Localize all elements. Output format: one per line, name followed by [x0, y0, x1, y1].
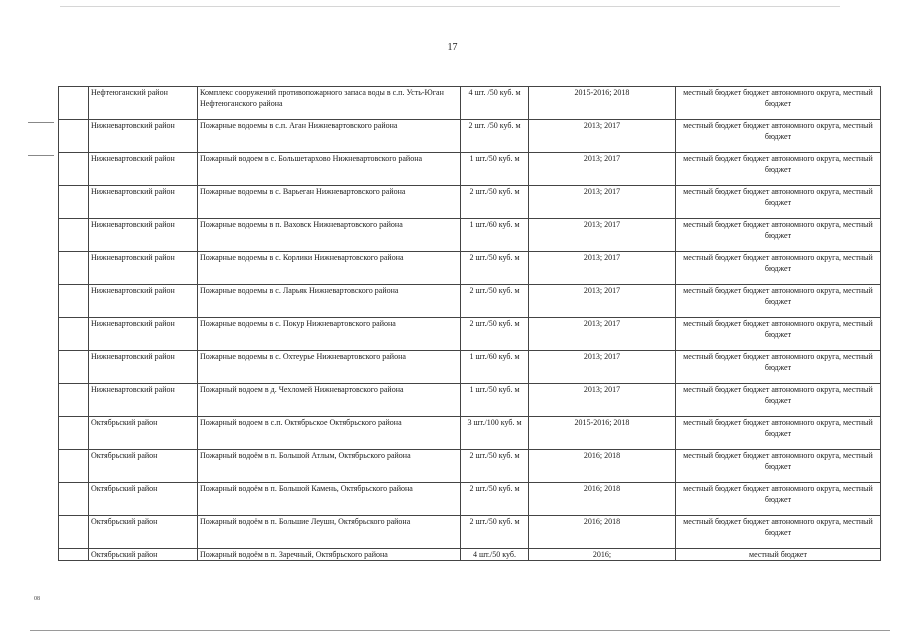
period-cell: 2013; 2017: [529, 318, 676, 351]
object-cell: Пожарный водоём в п. Большие Леушн, Октябрьского района: [198, 516, 461, 549]
funding-cell: местный бюджет бюджет автономного округа, местный бюджет: [676, 219, 881, 252]
quantity-cell: 4 шт./50 куб.: [461, 549, 529, 561]
index-cell: [59, 483, 89, 516]
funding-cell: местный бюджет бюджет автономного округа, местный бюджет: [676, 483, 881, 516]
funding-cell: местный бюджет бюджет автономного округа, местный бюджет: [676, 318, 881, 351]
quantity-cell: 2 шт./50 куб. м: [461, 285, 529, 318]
table-row: [59, 186, 881, 219]
funding-cell: местный бюджет бюджет автономного округа, местный бюджет: [676, 120, 881, 153]
quantity-cell: 2 шт./50 куб. м: [461, 186, 529, 219]
period-cell: 2013; 2017: [529, 351, 676, 384]
table-row: [59, 252, 881, 285]
period-cell: 2016; 2018: [529, 516, 676, 549]
funding-cell: местный бюджет бюджет автономного округа, местный бюджет: [676, 252, 881, 285]
quantity-cell: 1 шт./50 куб. м: [461, 153, 529, 186]
period-cell: 2013; 2017: [529, 186, 676, 219]
table-row: [59, 516, 881, 549]
period-cell: 2013; 2017: [529, 153, 676, 186]
district-cell: Нижневартовский район: [89, 120, 198, 153]
district-cell: Октябрьский район: [89, 450, 198, 483]
quantity-cell: 4 шт. /50 куб. м: [461, 87, 529, 120]
quantity-cell: 1 шт./60 куб. м: [461, 351, 529, 384]
table-row: [59, 318, 881, 351]
fire-reservoirs-table: [58, 86, 881, 561]
period-cell: 2015-2016; 2018: [529, 417, 676, 450]
object-cell: Пожарные водоемы в с. Варьеган Нижневартовского района: [198, 186, 461, 219]
index-cell: [59, 285, 89, 318]
margin-dash: [28, 122, 54, 123]
object-cell: Пожарный водоём в п. Большой Атлым, Октябрьского района: [198, 450, 461, 483]
table-body: [59, 87, 881, 561]
object-cell: Пожарные водоемы в с.п. Аган Нижневартовского района: [198, 120, 461, 153]
table-row: [59, 450, 881, 483]
quantity-cell: 2 шт./50 куб. м: [461, 252, 529, 285]
scan-bottom-line: [30, 630, 890, 631]
funding-cell: местный бюджет бюджет автономного округа, местный бюджет: [676, 153, 881, 186]
table-row: [59, 219, 881, 252]
margin-dash: [28, 155, 54, 156]
object-cell: Пожарный водоем в с. Большетархово Нижневартовского района: [198, 153, 461, 186]
footer-mark: 08: [34, 596, 40, 602]
district-cell: Нижневартовский район: [89, 153, 198, 186]
object-cell: Пожарные водоемы в с. Ларьяк Нижневартовского района: [198, 285, 461, 318]
funding-cell: местный бюджет бюджет автономного округа, местный бюджет: [676, 417, 881, 450]
index-cell: [59, 417, 89, 450]
district-cell: Нижневартовский район: [89, 219, 198, 252]
period-cell: 2016; 2018: [529, 483, 676, 516]
quantity-cell: 1 шт./60 куб. м: [461, 219, 529, 252]
quantity-cell: 2 шт./50 куб. м: [461, 483, 529, 516]
table-row: [59, 87, 881, 120]
district-cell: Октябрьский район: [89, 483, 198, 516]
object-cell: Пожарный водоём в п. Заречный, Октябрьского района: [198, 549, 461, 561]
district-cell: Нижневартовский район: [89, 285, 198, 318]
period-cell: 2015-2016; 2018: [529, 87, 676, 120]
period-cell: 2013; 2017: [529, 285, 676, 318]
district-cell: Октябрьский район: [89, 516, 198, 549]
scan-top-line: [60, 6, 840, 7]
object-cell: Пожарный водоем в с.п. Октябрьское Октябрьского района: [198, 417, 461, 450]
index-cell: [59, 450, 89, 483]
table-row: [59, 549, 881, 561]
table-row: [59, 285, 881, 318]
object-cell: Пожарные водоемы в с. Охтеурье Нижневартовского района: [198, 351, 461, 384]
index-cell: [59, 318, 89, 351]
index-cell: [59, 87, 89, 120]
object-cell: Пожарный водоём в п. Большой Камень, Октябрьского района: [198, 483, 461, 516]
object-cell: Пожарные водоемы в п. Ваховск Нижневартовского района: [198, 219, 461, 252]
index-cell: [59, 120, 89, 153]
index-cell: [59, 219, 89, 252]
table-row: [59, 384, 881, 417]
object-cell: Пожарные водоемы в с. Покур Нижневартовского района: [198, 318, 461, 351]
table-row: [59, 417, 881, 450]
quantity-cell: 1 шт./50 куб. м: [461, 384, 529, 417]
funding-cell: местный бюджет бюджет автономного округа, местный бюджет: [676, 351, 881, 384]
index-cell: [59, 186, 89, 219]
index-cell: [59, 252, 89, 285]
index-cell: [59, 516, 89, 549]
district-cell: Октябрьский район: [89, 549, 198, 561]
index-cell: [59, 351, 89, 384]
index-cell: [59, 384, 89, 417]
quantity-cell: 2 шт. /50 куб. м: [461, 120, 529, 153]
object-cell: Пожарный водоем в д. Чехломей Нижневартовского района: [198, 384, 461, 417]
district-cell: Нижневартовский район: [89, 186, 198, 219]
funding-cell: местный бюджет бюджет автономного округа, местный бюджет: [676, 87, 881, 120]
district-cell: Нефтеюганский район: [89, 87, 198, 120]
index-cell: [59, 549, 89, 561]
table-row: [59, 351, 881, 384]
district-cell: Октябрьский район: [89, 417, 198, 450]
funding-cell: местный бюджет: [676, 549, 881, 561]
index-cell: [59, 153, 89, 186]
funding-cell: местный бюджет бюджет автономного округа, местный бюджет: [676, 384, 881, 417]
period-cell: 2016;: [529, 549, 676, 561]
funding-cell: местный бюджет бюджет автономного округа, местный бюджет: [676, 450, 881, 483]
quantity-cell: 3 шт./100 куб. м: [461, 417, 529, 450]
district-cell: Нижневартовский район: [89, 252, 198, 285]
district-cell: Нижневартовский район: [89, 318, 198, 351]
district-cell: Нижневартовский район: [89, 384, 198, 417]
funding-cell: местный бюджет бюджет автономного округа, местный бюджет: [676, 186, 881, 219]
table-row: [59, 483, 881, 516]
page-number: 17: [447, 42, 458, 53]
table-row: [59, 120, 881, 153]
funding-cell: местный бюджет бюджет автономного округа, местный бюджет: [676, 516, 881, 549]
period-cell: 2013; 2017: [529, 120, 676, 153]
table-row: [59, 153, 881, 186]
period-cell: 2013; 2017: [529, 384, 676, 417]
period-cell: 2013; 2017: [529, 252, 676, 285]
quantity-cell: 2 шт./50 куб. м: [461, 318, 529, 351]
period-cell: 2016; 2018: [529, 450, 676, 483]
district-cell: Нижневартовский район: [89, 351, 198, 384]
period-cell: 2013; 2017: [529, 219, 676, 252]
object-cell: Пожарные водоемы в с. Корлики Нижневартовского района: [198, 252, 461, 285]
quantity-cell: 2 шт./50 куб. м: [461, 450, 529, 483]
quantity-cell: 2 шт./50 куб. м: [461, 516, 529, 549]
object-cell: Комплекс сооружений противопожарного запаса воды в с.п. Усть-Юган Нефтеюганского района: [198, 87, 461, 120]
funding-cell: местный бюджет бюджет автономного округа, местный бюджет: [676, 285, 881, 318]
